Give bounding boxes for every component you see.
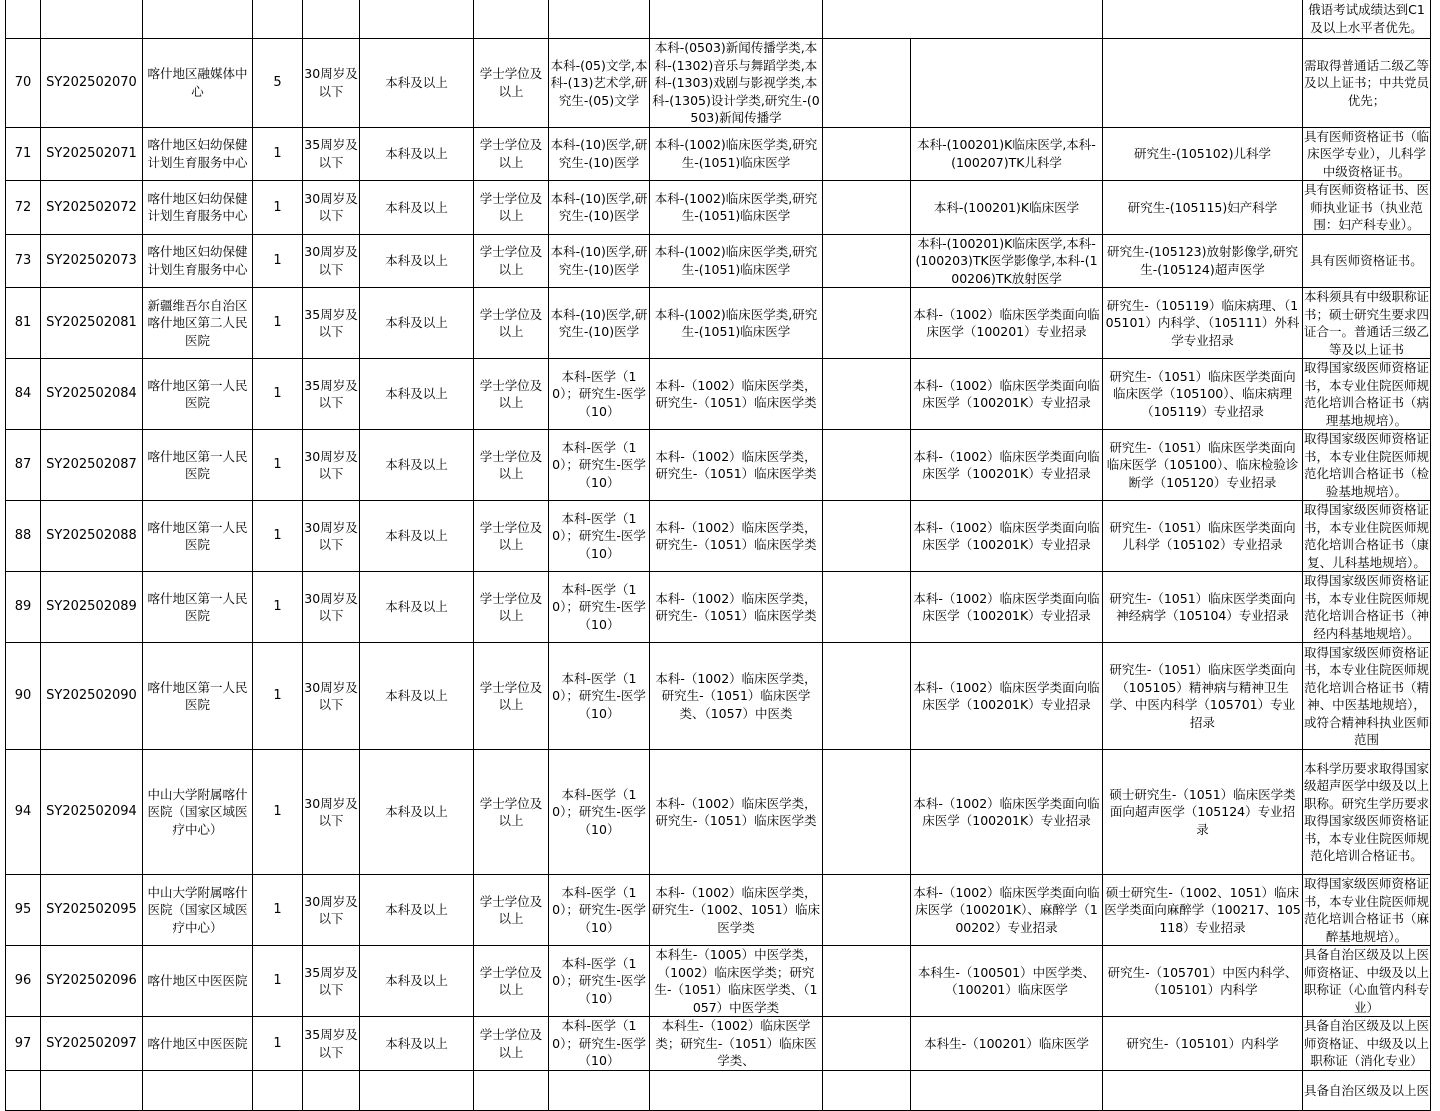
table-cell [823, 39, 911, 128]
table-cell: 学士学位及以上 [474, 127, 549, 181]
table-cell: 喀什地区融媒体中心 [143, 39, 253, 128]
table-cell: 学士学位及以上 [474, 430, 549, 501]
table-cell: SY202502070 [41, 39, 143, 128]
table-cell: 本科-（1002）临床医学类，研究生-（1051）临床医学类 [650, 750, 823, 875]
table-cell: 本科及以上 [360, 1017, 474, 1071]
table-cell: 研究生-（105119）临床病理、（105101）内科学、（105111）外科学专业招录 [1103, 288, 1303, 359]
table-cell: 具备自治区级及以上医师资格证、中级及以上职称证（消化专业） [1303, 1017, 1431, 1071]
table-cell [1103, 39, 1303, 128]
table-cell: 35周岁及以下 [303, 127, 360, 181]
table-cell: 具有医师资格证书、医师执业证书（执业范围：妇产科专业）。 [1304, 182, 1430, 232]
table-cell [474, 0, 549, 39]
table-cell: 研究生-（105101）内科学 [1103, 1017, 1303, 1071]
table-cell: 学士学位及以上 [474, 501, 549, 572]
table-cell [6, 1071, 41, 1111]
table-cell: 30周岁及以下 [303, 234, 360, 288]
table-cell [911, 39, 1103, 128]
table-cell: 本科及以上 [360, 501, 474, 572]
table-cell: 本科-（1002）临床医学类，研究生-（1051）临床医学类 [650, 572, 823, 643]
recruitment-table [5, 0, 1431, 1111]
table-cell: 1 [253, 430, 303, 501]
table-cell: 1 [253, 181, 303, 235]
table-cell: 具有医师资格证书（临床医学专业），儿科学中级资格证书。 [1304, 128, 1430, 179]
table-cell [823, 572, 911, 643]
table-cell: 本科-（1002）临床医学类，研究生-（1051）临床医学类、（1057）中医类 [650, 643, 823, 750]
table-cell: 取得国家级医师资格证书，本专业住院医师规范化培训合格证书（神经内科基地规培）。 [1304, 573, 1430, 641]
table-cell: 本科生-（100201）临床医学 [911, 1017, 1103, 1071]
table-row [6, 181, 1431, 235]
table-cell: 需取得普通话二级乙等及以上证书；中共党员优先； [1303, 39, 1431, 128]
table-cell [549, 1071, 650, 1111]
table-cell: 中山大学附属喀什医院（国家区域医疗中心） [143, 750, 253, 875]
table-cell: 研究生-(105102)儿科学 [1103, 127, 1303, 181]
table-row [6, 0, 1431, 39]
table-cell [823, 1017, 911, 1071]
table-row [6, 127, 1431, 181]
table-cell: 35周岁及以下 [303, 946, 360, 1017]
table-cell: 学士学位及以上 [474, 572, 549, 643]
table-cell: 30周岁及以下 [303, 643, 360, 750]
table-cell [143, 1071, 253, 1111]
table-cell: 学士学位及以上 [474, 39, 549, 128]
table-cell: 71 [6, 127, 41, 181]
table-row [6, 430, 1431, 501]
table-cell: SY202502096 [41, 946, 143, 1017]
table-cell: 中山大学附属喀什医院（国家区域医疗中心） [143, 875, 253, 946]
table-cell: 本科-(100201)K临床医学 [911, 181, 1103, 235]
table-cell: 88 [6, 501, 41, 572]
table-cell [823, 750, 911, 875]
table-cell: 30周岁及以下 [303, 501, 360, 572]
table-cell: 本科-（1002）临床医学类，研究生-（1051）临床医学类 [650, 430, 823, 501]
table-cell: 硕士研究生-（1002、1051）临床医学类面向麻醉学（100217、105118）专业招录 [1103, 875, 1303, 946]
table-cell: 学士学位及以上 [474, 643, 549, 750]
table-cell: 本科-(10)医学,研究生-(10)医学 [549, 181, 650, 235]
table-cell: 具有医师资格证书。 [1303, 234, 1431, 288]
table-cell: 1 [253, 572, 303, 643]
table-cell: 学士学位及以上 [474, 946, 549, 1017]
table-cell: 取得国家级医师资格证书，本专业住院医师规范化培训合格证书（检验基地规培）。 [1304, 431, 1430, 499]
table-cell: 本科-(1002)临床医学类,研究生-(1051)临床医学 [650, 181, 823, 235]
table-cell: 35周岁及以下 [303, 359, 360, 430]
table-cell: 81 [6, 288, 41, 359]
table-cell: SY202502095 [41, 875, 143, 946]
table-cell [6, 0, 41, 39]
table-cell: 5 [253, 39, 303, 128]
table-cell [1103, 0, 1303, 39]
table-cell: 硕士研究生-（1051）临床医学类面向超声医学（105124）专业招录 [1103, 750, 1303, 875]
table-cell: 本科须具有中级职称证书；硕士研究生要求四证合一。普通话三级乙等及以上证书 [1304, 289, 1430, 357]
table-cell: SY202502073 [41, 234, 143, 288]
table-cell: 本科及以上 [360, 572, 474, 643]
table-cell: SY202502097 [41, 1017, 143, 1071]
table-cell: 30周岁及以下 [303, 875, 360, 946]
table-cell: 研究生-（1051）临床医学类面向神经病学（105104）专业招录 [1103, 572, 1303, 643]
table-cell: 1 [253, 501, 303, 572]
table-cell: 本科及以上 [360, 181, 474, 235]
table-cell: 研究生-（1051）临床医学类面向临床医学（105100）、临床病理（105119）专业招录 [1103, 359, 1303, 430]
table-row [6, 946, 1431, 1017]
table-cell: 本科-（1002）临床医学类面向临床医学（100201K）专业招录 [911, 643, 1103, 750]
table-cell: 本科-医学（10）；研究生-医学（10） [549, 501, 650, 572]
table-cell: 本科学历要求取得国家级超声医学中级及以上职称。研究生学历要求取得国家级医师资格证书，本专业住院医师规范化培训合格证书。 [1303, 750, 1431, 875]
table-cell [911, 1071, 1103, 1111]
table-row [6, 875, 1431, 946]
table-row [6, 39, 1431, 128]
table-cell: 30周岁及以下 [303, 39, 360, 128]
table-cell: 本科-(1002)临床医学类,研究生-(1051)临床医学 [650, 288, 823, 359]
table-cell: 本科-(100201)K临床医学,本科-(100203)TK医学影像学,本科-(100206)TK放射医学 [911, 234, 1103, 288]
table-cell: 本科及以上 [360, 127, 474, 181]
table-cell [823, 501, 911, 572]
table-cell: 本科-(10)医学,研究生-(10)医学 [549, 127, 650, 181]
table-cell [823, 359, 911, 430]
table-cell: 喀什地区中医医院 [143, 946, 253, 1017]
table-cell: 学士学位及以上 [474, 288, 549, 359]
table-cell: 喀什地区妇幼保健计划生育服务中心 [143, 127, 253, 181]
table-cell: 本科-医学（10）；研究生-医学（10） [549, 572, 650, 643]
table-cell: 30周岁及以下 [303, 750, 360, 875]
table-cell [303, 0, 360, 39]
table-cell: 本科-医学（10）；研究生-医学（10） [549, 430, 650, 501]
table-cell: 本科及以上 [360, 875, 474, 946]
table-cell: 学士学位及以上 [474, 875, 549, 946]
table-cell: 89 [6, 572, 41, 643]
table-cell [360, 1071, 474, 1111]
table-cell: 本科-（1002）临床医学类面向临床医学（100201）专业招录 [911, 288, 1103, 359]
table-cell: 本科-（1002）临床医学类，研究生-（1051）临床医学类 [650, 359, 823, 430]
table-cell: 研究生-（1051）临床医学类面向临床医学（105100）、临床检验诊断学（105120）专业招录 [1103, 430, 1303, 501]
table-cell [474, 1071, 549, 1111]
table-cell: 本科-(0503)新闻传播学类,本科-(1302)音乐与舞蹈学类,本科-(1303)戏剧与影视学类,本科-(1305)设计学类,研究生-(0503)新闻传播学 [650, 39, 823, 128]
table-cell: 73 [6, 234, 41, 288]
table-cell: 1 [253, 127, 303, 181]
table-row [6, 501, 1431, 572]
table-cell: 1 [253, 359, 303, 430]
table-cell: 30周岁及以下 [303, 572, 360, 643]
table-cell [1103, 1071, 1303, 1111]
table-cell: 取得国家级医师资格证书，本专业住院医师规范化培训合格证书（精神、中医基地规培），或符合精神科执业医师范围 [1303, 643, 1431, 750]
table-cell: SY202502081 [41, 288, 143, 359]
table-cell: 俄语考试成绩达到C1及以上水平者优先。 [1303, 0, 1431, 39]
table-cell: 90 [6, 643, 41, 750]
table-cell: SY202502087 [41, 430, 143, 501]
table-cell: 84 [6, 359, 41, 430]
table-cell: SY202502072 [41, 181, 143, 235]
table-cell [303, 1071, 360, 1111]
table-cell: 喀什地区第一人民医院 [143, 501, 253, 572]
table-cell: 94 [6, 750, 41, 875]
table-cell [650, 0, 823, 39]
table-row [6, 1071, 1431, 1111]
table-cell: 研究生-（105701）中医内科学、（105101）内科学 [1103, 946, 1303, 1017]
table-row [6, 288, 1431, 359]
table-cell: 本科及以上 [360, 750, 474, 875]
table-cell: SY202502090 [41, 643, 143, 750]
table-cell: 本科-（1002）临床医学类面向临床医学（100201K）专业招录 [911, 430, 1103, 501]
table-cell: SY202502071 [41, 127, 143, 181]
table-cell: 取得国家级医师资格证书，本专业住院医师规范化培训合格证书（麻醉基地规培）。 [1304, 876, 1430, 944]
table-cell: 1 [253, 1017, 303, 1071]
table-cell: 96 [6, 946, 41, 1017]
table-cell: 新疆维吾尔自治区喀什地区第二人民医院 [143, 288, 253, 359]
table-cell: 1 [253, 946, 303, 1017]
table-cell: 研究生-(105123)放射影像学,研究生-(105124)超声医学 [1103, 234, 1303, 288]
table-cell [41, 1071, 143, 1111]
table-cell: 本科-医学（10）；研究生-医学（10） [549, 750, 650, 875]
table-row [6, 572, 1431, 643]
table-cell: 本科及以上 [360, 643, 474, 750]
table-cell: 1 [253, 288, 303, 359]
table-cell: 学士学位及以上 [474, 750, 549, 875]
table-body [6, 0, 1431, 1111]
table-cell: 35周岁及以下 [303, 1017, 360, 1071]
table-cell: 本科及以上 [360, 288, 474, 359]
table-cell [823, 234, 911, 288]
table-cell: 学士学位及以上 [474, 359, 549, 430]
table-cell: 30周岁及以下 [303, 430, 360, 501]
table-cell [823, 946, 911, 1017]
table-cell: 97 [6, 1017, 41, 1071]
table-cell [823, 643, 911, 750]
table-row [6, 359, 1431, 430]
table-row [6, 1017, 1431, 1071]
table-cell: 70 [6, 39, 41, 128]
table-cell: 本科-医学（10）；研究生-医学（10） [549, 643, 650, 750]
table-cell [823, 1071, 911, 1111]
table-cell: 具备自治区级及以上医师资格证、中级及以上职称证（心血管内科专业） [1304, 947, 1430, 1015]
table-row [6, 234, 1431, 288]
table-cell: 本科-医学（10）；研究生-医学（10） [549, 875, 650, 946]
table-cell: 取得国家级医师资格证书，本专业住院医师规范化培训合格证书（病理基地规培）。 [1304, 360, 1430, 428]
table-cell: 本科-（1002）临床医学类面向临床医学（100201K）、麻醉学（100202）专业招录 [911, 875, 1103, 946]
table-cell [823, 127, 911, 181]
table-cell: 35周岁及以下 [303, 288, 360, 359]
table-cell: 喀什地区妇幼保健计划生育服务中心 [143, 234, 253, 288]
table-cell: 本科及以上 [360, 234, 474, 288]
table-cell: 本科-医学（10）；研究生-医学（10） [549, 946, 650, 1017]
table-cell: 30周岁及以下 [303, 181, 360, 235]
table-row [6, 750, 1431, 875]
table-cell [253, 1071, 303, 1111]
table-cell: 研究生-（1051）临床医学类面向（105105）精神病与精神卫生学、中医内科学（105701）专业招录 [1103, 643, 1303, 750]
table-cell: 本科及以上 [360, 39, 474, 128]
table-cell: 喀什地区第一人民医院 [143, 430, 253, 501]
table-cell: 本科-（1002）临床医学类面向临床医学（100201K）专业招录 [911, 501, 1103, 572]
table-cell: 具备自治区级及以上医 [1303, 1071, 1431, 1111]
table-cell: 1 [253, 643, 303, 750]
table-cell [823, 181, 911, 235]
table-cell: 本科生-（1005）中医学类，（1002）临床医学类；研究生-（1051）临床医学类、（1057）中医学类 [650, 946, 823, 1017]
table-cell: 取得国家级医师资格证书，本专业住院医师规范化培训合格证书（康复、儿科基地规培）。 [1304, 502, 1430, 570]
table-cell [41, 0, 143, 39]
table-cell: 87 [6, 430, 41, 501]
table-cell: 本科生-（1002）临床医学类；研究生-（1051）临床医学类、 [650, 1017, 823, 1071]
table-cell: 研究生-(105115)妇产科学 [1103, 181, 1303, 235]
table-cell [253, 0, 303, 39]
table-row [6, 643, 1431, 750]
table-cell: 喀什地区妇幼保健计划生育服务中心 [143, 181, 253, 235]
table-cell: 本科-（1002）临床医学类面向临床医学（100201K）专业招录 [911, 359, 1103, 430]
table-cell: SY202502084 [41, 359, 143, 430]
table-cell [823, 288, 911, 359]
table-cell: 学士学位及以上 [474, 181, 549, 235]
table-cell: 本科-(10)医学,研究生-(10)医学 [549, 234, 650, 288]
table-cell: 1 [253, 750, 303, 875]
table-cell: 本科-医学（10）；研究生-医学（10） [549, 359, 650, 430]
table-cell: 喀什地区第一人民医院 [143, 572, 253, 643]
table-cell: 本科生-（100501）中医学类、（100201）临床医学 [911, 946, 1103, 1017]
table-cell: SY202502088 [41, 501, 143, 572]
table-cell [650, 1071, 823, 1111]
table-cell: 本科-(100201)K临床医学,本科-(100207)TK儿科学 [911, 127, 1103, 181]
table-cell: 本科-(1002)临床医学类,研究生-(1051)临床医学 [650, 234, 823, 288]
table-cell [549, 0, 650, 39]
table-cell: 本科-（1002）临床医学类，研究生-（1051）临床医学类 [650, 501, 823, 572]
table-cell: 研究生-（1051）临床医学类面向儿科学（105102）专业招录 [1103, 501, 1303, 572]
table-cell: 学士学位及以上 [474, 234, 549, 288]
table-cell: 本科-医学（10）；研究生-医学（10） [549, 1017, 650, 1071]
table-cell: 本科-(1002)临床医学类,研究生-(1051)临床医学 [650, 127, 823, 181]
table-cell: 本科-（1002）临床医学类面向临床医学（100201K）专业招录 [911, 572, 1103, 643]
table-cell: 本科-（1002）临床医学类，研究生-（1002、1051）临床医学类 [650, 875, 823, 946]
table-cell: 1 [253, 875, 303, 946]
table-cell [823, 430, 911, 501]
table-cell: 喀什地区中医医院 [143, 1017, 253, 1071]
table-cell: 本科及以上 [360, 430, 474, 501]
table-cell: 95 [6, 875, 41, 946]
table-cell: 本科-(10)医学,研究生-(10)医学 [549, 288, 650, 359]
table-cell: SY202502089 [41, 572, 143, 643]
table-cell [143, 0, 253, 39]
table-cell: 学士学位及以上 [474, 1017, 549, 1071]
table-cell: 本科及以上 [360, 946, 474, 1017]
table-cell: 喀什地区第一人民医院 [143, 359, 253, 430]
table-cell: 喀什地区第一人民医院 [143, 643, 253, 750]
table-cell: 1 [253, 234, 303, 288]
table-cell: 本科-（1002）临床医学类面向临床医学（100201K）专业招录 [911, 750, 1103, 875]
table-cell [823, 875, 911, 946]
table-cell: 72 [6, 181, 41, 235]
table-cell [823, 0, 1103, 39]
table-cell: 本科及以上 [360, 359, 474, 430]
table-cell [360, 0, 474, 39]
table-cell: SY202502094 [41, 750, 143, 875]
table-cell: 本科-(05)文学,本科-(13)艺术学,研究生-(05)文学 [549, 39, 650, 128]
